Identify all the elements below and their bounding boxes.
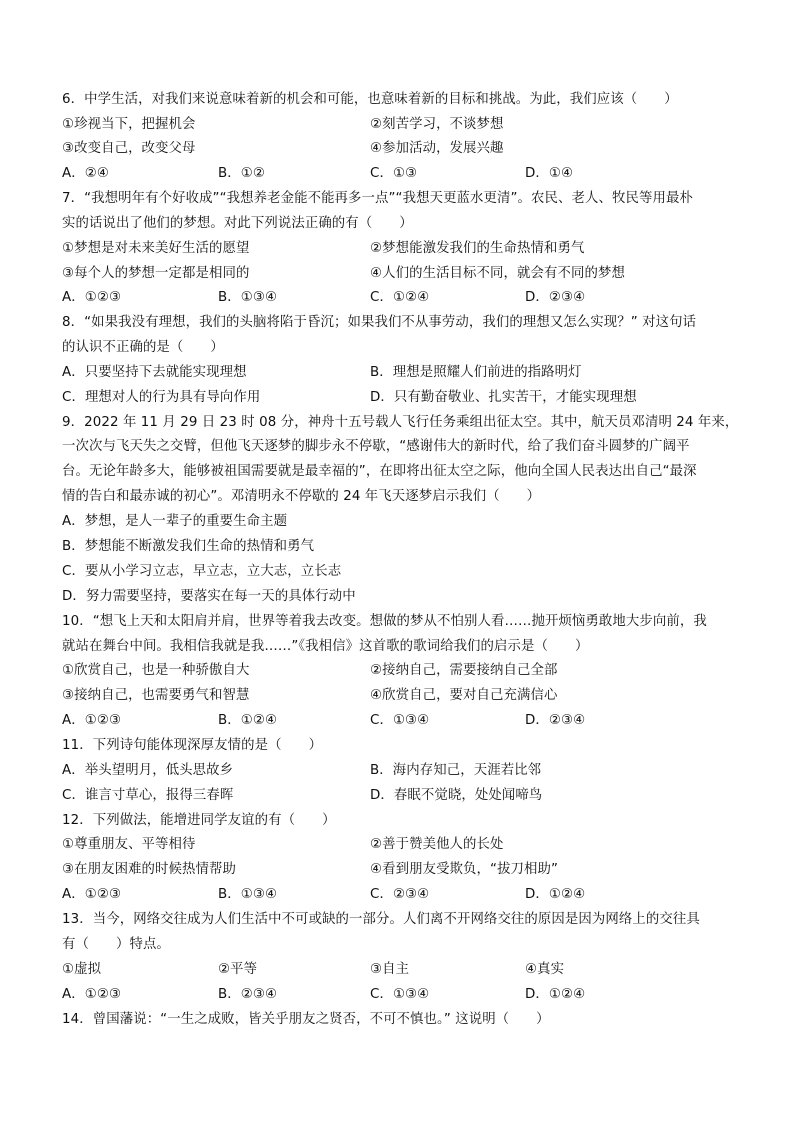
q6-item-1: ①珍视当下，把握机会 bbox=[62, 117, 196, 132]
q6-option-d: D．①④ bbox=[525, 166, 574, 181]
q7-item-1: ①梦想是对未来美好生活的愿望 bbox=[62, 241, 250, 256]
q6-option-c: C．①③ bbox=[370, 166, 418, 181]
q8-option-b: B．理想是照耀人们前进的指路明灯 bbox=[370, 365, 582, 380]
question-10-stem-line-2: 就站在舞台中间。我相信我就是我……”《我相信》这首歌的歌词给我们的启示是（ ） bbox=[62, 639, 589, 654]
q7-item-4: ④人们的生活目标不同，就会有不同的梦想 bbox=[370, 266, 625, 281]
question-14-stem: 14．曾国藩说：“一生之成败，皆关乎朋友之贤否，不可不慎也。” 这说明（ ） bbox=[62, 1012, 550, 1027]
q7-option-d: D．②③④ bbox=[525, 290, 586, 305]
q12-option-a: A．①②③ bbox=[62, 887, 122, 902]
question-7-stem-line-1: 7．“我想明年有个好收成”“我想养老金能不能再多一点”“我想天更蓝水更清”。农民、老人、牧民等用最朴 bbox=[62, 191, 693, 206]
question-8-stem-line-2: 的认识不正确的是（ ） bbox=[62, 340, 224, 355]
q9-option-a: A．梦想，是人一辈子的重要生命主题 bbox=[62, 514, 288, 529]
question-7-stem-line-2: 实的话说出了他们的梦想。对此下列说法正确的有（ ） bbox=[62, 216, 413, 231]
q7-option-c: C．①②④ bbox=[370, 290, 430, 305]
q7-item-3: ③每个人的梦想一定都是相同的 bbox=[62, 266, 250, 281]
question-13-stem-line-1: 13．当今，网络交往成为人们生活中不可或缺的一部分。人们离不开网络交往的原因是因为网络上的交往具 bbox=[62, 912, 700, 927]
q12-item-2: ②善于赞美他人的长处 bbox=[370, 837, 504, 852]
q11-option-b: B．海内存知己，天涯若比邻 bbox=[370, 763, 542, 778]
q8-option-d: D．只有勤奋敬业、扎实苦干，才能实现理想 bbox=[370, 390, 637, 405]
question-11-stem: 11．下列诗句能体现深厚友情的是（ ） bbox=[62, 738, 323, 753]
q12-item-1: ①尊重朋友、平等相待 bbox=[62, 837, 196, 852]
q10-item-2: ②接纳自己，需要接纳自己全部 bbox=[370, 663, 558, 678]
q11-option-d: D．春眠不觉晓，处处闻啼鸟 bbox=[370, 788, 543, 803]
q8-option-c: C．理想对人的行为具有导向作用 bbox=[62, 390, 261, 405]
q7-option-b: B．①③④ bbox=[218, 290, 278, 305]
q13-item-2: ②平等 bbox=[218, 962, 258, 977]
q6-item-4: ④参加活动，发展兴趣 bbox=[370, 141, 504, 156]
question-9-stem-line-4: 情的告白和最赤诚的初心”。邓清明永不停歇的 24 年飞天逐梦启示我们（ ） bbox=[62, 489, 541, 504]
question-6-stem: 6．中学生活，对我们来说意味着新的机会和可能，也意味着新的目标和挑战。为此，我们应该（ ） bbox=[62, 92, 678, 107]
question-9-stem-line-2: 一次次与飞天失之交臂，但他飞天逐梦的脚步永不停歇，“感谢伟大的新时代，给了我们奋斗圆梦的广阔平 bbox=[62, 439, 690, 454]
q7-option-a: A．①②③ bbox=[62, 290, 122, 305]
question-13-stem-line-2: 有（ ）特点。 bbox=[62, 937, 170, 952]
q10-item-1: ①欣赏自己，也是一种骄傲自大 bbox=[62, 663, 250, 678]
q6-item-3: ③改变自己，改变父母 bbox=[62, 141, 196, 156]
q12-option-c: C．②③④ bbox=[370, 887, 430, 902]
question-12-stem: 12．下列做法，能增进同学友谊的有（ ） bbox=[62, 813, 336, 828]
q13-option-d: D．①②④ bbox=[525, 987, 586, 1002]
q7-item-2: ②梦想能激发我们的生命热情和勇气 bbox=[370, 241, 585, 256]
q11-option-a: A．举头望明月，低头思故乡 bbox=[62, 763, 234, 778]
q13-option-b: B．②③④ bbox=[218, 987, 278, 1002]
q6-option-a: A．②④ bbox=[62, 166, 109, 181]
q12-item-3: ③在朋友困难的时候热情帮助 bbox=[62, 862, 236, 877]
q6-option-b: B．①② bbox=[218, 166, 265, 181]
q13-option-c: C．①③④ bbox=[370, 987, 430, 1002]
q10-option-c: C．①③④ bbox=[370, 713, 430, 728]
q12-option-d: D．①②④ bbox=[525, 887, 586, 902]
question-8-stem-line-1: 8．“如果我没有理想，我们的头脑将陷于昏沉；如果我们不从事劳动，我们的理想又怎么实现？” 对这句话 bbox=[62, 315, 697, 330]
q13-item-3: ③自主 bbox=[370, 962, 410, 977]
q10-option-d: D．②③④ bbox=[525, 713, 586, 728]
q8-option-a: A．只要坚持下去就能实现理想 bbox=[62, 365, 247, 380]
q9-option-c: C．要从小学习立志，早立志，立大志，立长志 bbox=[62, 564, 342, 579]
q6-item-2: ②刻苦学习，不谈梦想 bbox=[370, 117, 504, 132]
q12-option-b: B．①③④ bbox=[218, 887, 278, 902]
q13-item-1: ①虚拟 bbox=[62, 962, 102, 977]
question-9-stem-line-1: 9．2022 年 11 月 29 日 23 时 08 分，神舟十五号载人飞行任务乘组出征太空。其中，航天员邓清明 24 年来， bbox=[62, 415, 739, 430]
q9-option-d: D．努力需要坚持，要落实在每一天的具体行动中 bbox=[62, 589, 356, 604]
q10-option-b: B．①②④ bbox=[218, 713, 278, 728]
question-9-stem-line-3: 台。无论年龄多大，能够被祖国需要就是最幸福的”，在即将出征太空之际，他向全国人民表达出自己“最深 bbox=[62, 464, 697, 479]
q9-option-b: B．梦想能不断激发我们生命的热情和勇气 bbox=[62, 539, 315, 554]
q13-item-4: ④真实 bbox=[525, 962, 565, 977]
q11-option-c: C．谁言寸草心，报得三春晖 bbox=[62, 788, 234, 803]
q13-option-a: A．①②③ bbox=[62, 987, 122, 1002]
q10-item-3: ③接纳自己，也需要勇气和智慧 bbox=[62, 688, 250, 703]
question-10-stem-line-1: 10．“想飞上天和太阳肩并肩，世界等着我去改变。想做的梦从不怕别人看……抛开烦恼勇敢地大步向前，我 bbox=[62, 614, 707, 629]
q10-option-a: A．①②③ bbox=[62, 713, 122, 728]
q12-item-4: ④看到朋友受欺负，“拔刀相助” bbox=[370, 862, 559, 877]
q10-item-4: ④欣赏自己，要对自己充满信心 bbox=[370, 688, 558, 703]
